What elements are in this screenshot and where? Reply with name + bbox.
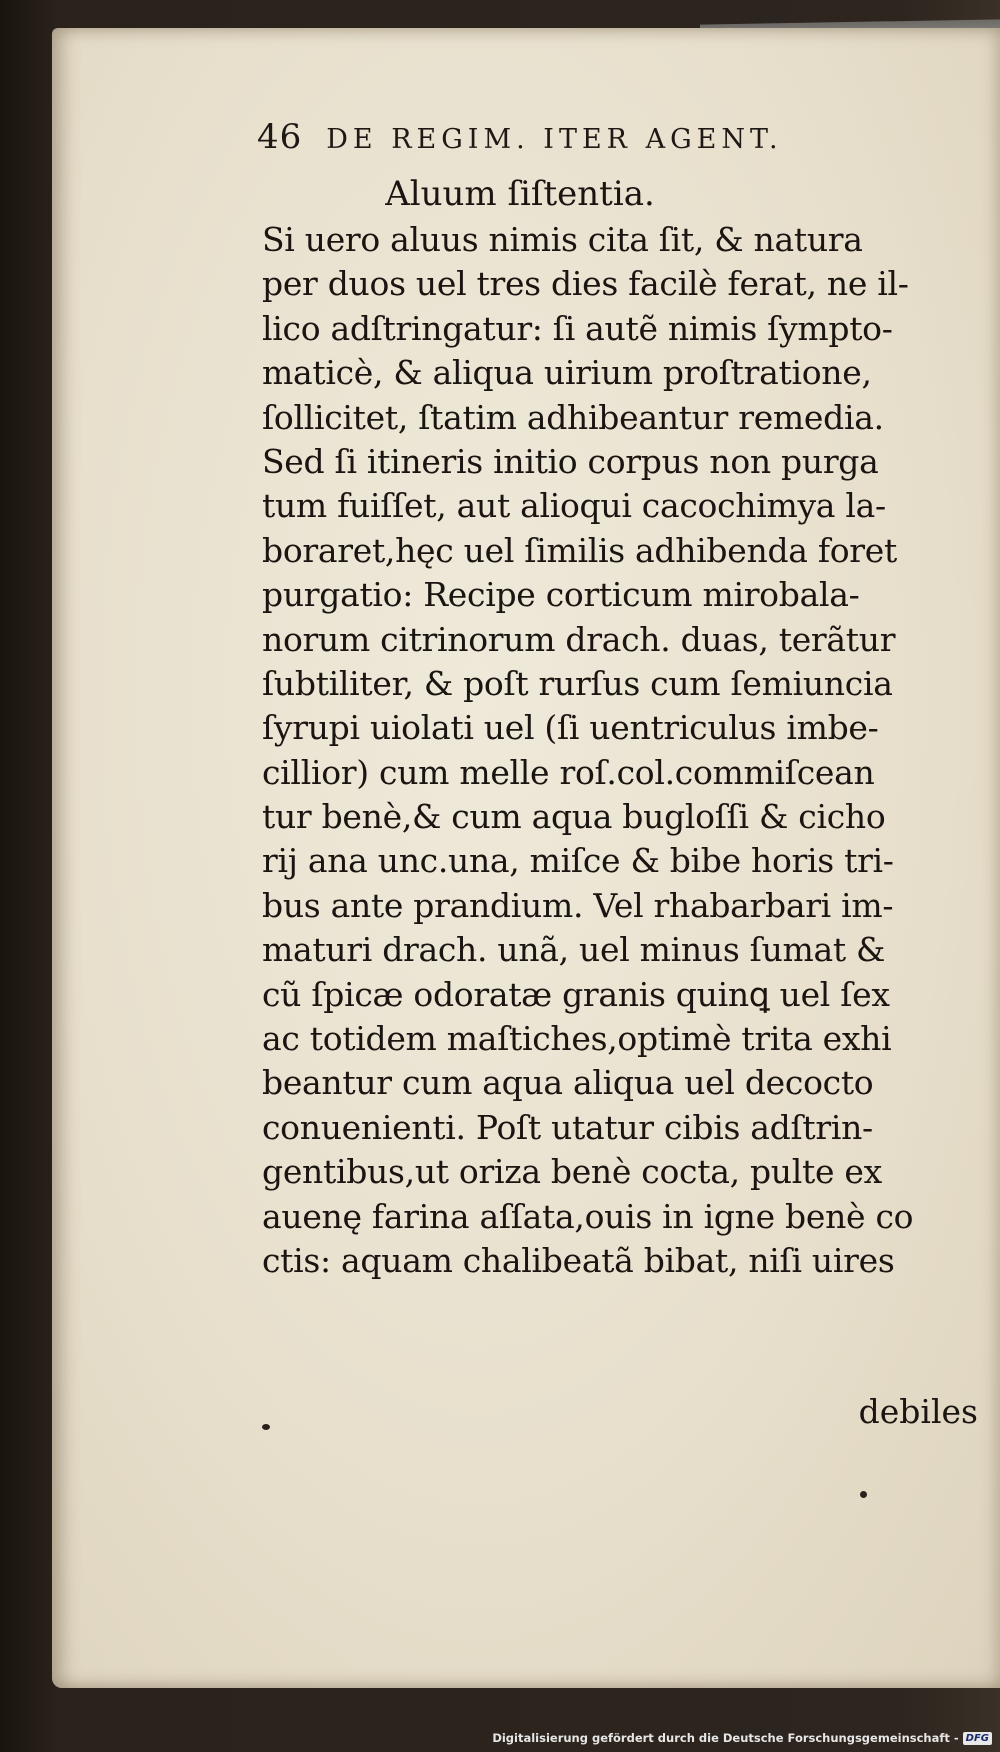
text-line: norum citrinorum drach. duas, terãtur bbox=[262, 619, 896, 659]
text-line: beantur cum aqua aliqua uel decocto bbox=[262, 1063, 874, 1103]
page-header bbox=[257, 117, 917, 161]
text-line: ac totidem maſtiches,optimè trita exhi bbox=[262, 1019, 892, 1059]
catchword: debiles bbox=[858, 1392, 978, 1431]
text-line: Si uero aluus nimis cita ſit, & natura bbox=[262, 220, 863, 259]
dfg-logo: DFG bbox=[963, 1732, 992, 1745]
text-line: auenę farina aſſata,ouis in igne benè co bbox=[262, 1196, 914, 1236]
text-line: maturi drach. unã, uel minus ſumat & bbox=[262, 930, 886, 970]
text-line: tum fuiſſet, aut alioqui cacochimya la- bbox=[262, 486, 886, 526]
text-line: ſollicitet, ſtatim adhibeantur remedia. bbox=[262, 397, 884, 437]
text-line: cũ ſpicæ odoratæ granis quinꝗ uel ſex bbox=[262, 974, 890, 1014]
ink-speck bbox=[262, 1424, 270, 1430]
text-line: Sed ſi itineris initio corpus non purga bbox=[262, 441, 879, 481]
digitization-footer bbox=[492, 1728, 992, 1748]
text-line: bus ante prandium. Vel rhabarbari im- bbox=[262, 885, 894, 925]
text-line: per duos uel tres dies facilè ferat, ne il- bbox=[262, 264, 909, 304]
text-line: ſyrupi uiolati uel (ſi uentriculus imbe- bbox=[262, 708, 879, 748]
text-line: rij ana unc.una, miſce & bibe horis tri- bbox=[262, 841, 894, 881]
footer-credit: Digitalisierung gefördert durch die Deutsche Forschungsgemeinschaft - bbox=[492, 1731, 959, 1745]
text-line: conuenienti. Poſt utatur cibis adſtrin- bbox=[262, 1107, 873, 1147]
text-line: maticè, & aliqua uirium proſtratione, bbox=[262, 353, 872, 393]
running-title: DE REGIM. ITER AGENT. bbox=[326, 124, 783, 155]
page-number: 46 bbox=[257, 117, 303, 157]
text-line: ctis: aquam chalibeatã bibat, niſi uires bbox=[262, 1240, 895, 1280]
text-line: ſubtiliter, & poſt rurſus cum ſemiuncia bbox=[262, 663, 893, 703]
text-line: boraret,hęc uel ſimilis adhibenda foret bbox=[262, 530, 897, 570]
text-line: cillior) cum melle roſ.col.commiſcean bbox=[262, 752, 875, 792]
section-heading: Aluum ſiſtentia. bbox=[385, 174, 655, 214]
text-line: purgatio: Recipe corticum mirobala- bbox=[262, 575, 860, 615]
text-line: gentibus,ut oriza benè cocta, pulte ex bbox=[262, 1152, 882, 1192]
ink-speck bbox=[860, 1491, 867, 1498]
text-line: tur benè,& cum aqua bugloſſi & cicho bbox=[262, 797, 886, 837]
body-text bbox=[262, 218, 982, 1283]
text-line: lico adſtringatur: ſi autẽ nimis ſympto- bbox=[262, 308, 893, 348]
